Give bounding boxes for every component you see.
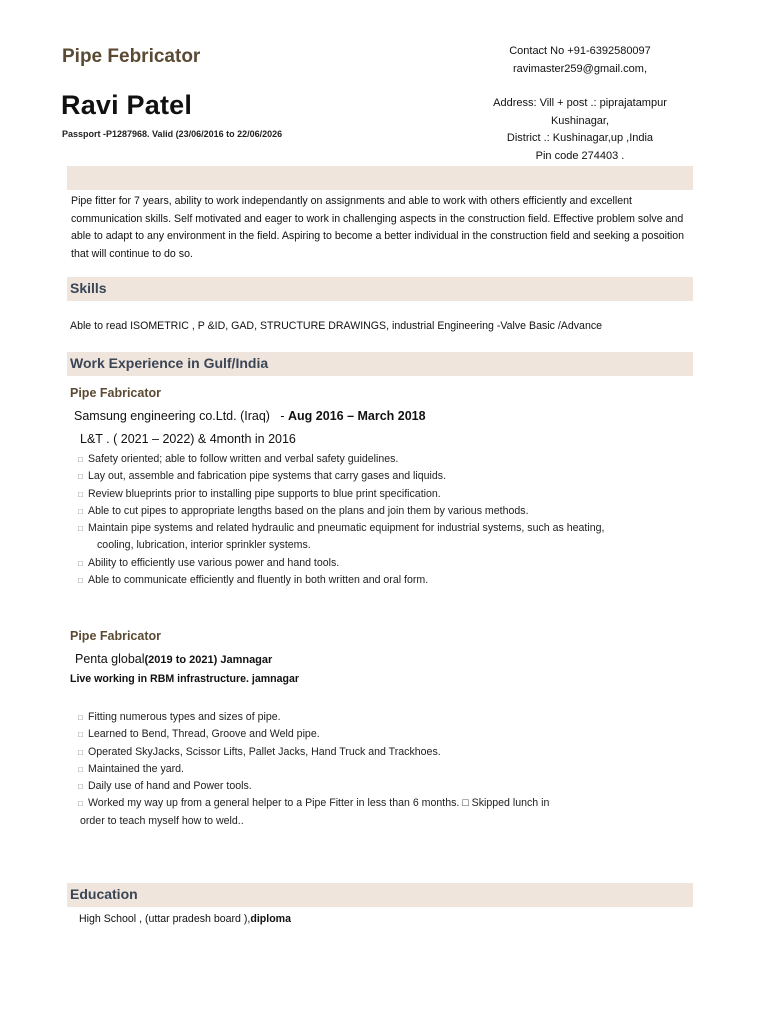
contact-email[interactable]: ravimaster259@gmail.com, bbox=[512, 62, 648, 75]
job1-employer-name: Samsung engineering co.Ltd. (Iraq) - bbox=[74, 409, 289, 423]
job2-employer bbox=[75, 652, 272, 666]
address-block bbox=[475, 95, 685, 165]
education-band bbox=[67, 883, 693, 907]
summary-text: Pipe fitter for 7 years, ability to work independantly on assignments and able to work with others efficiently and excellent communication skills. Self motivated and eager to work in challenging aspects in the construction field. Effective problem solve and able to adapt to any environment in the field. Aspiring to become a better individual in the construction field and seeking a posoition that will continue to do so. bbox=[71, 195, 685, 260]
job2-note: Live working in RBM infrastructure. jamnagar bbox=[70, 673, 299, 685]
list-item: □ Daily use of hand and Power tools. bbox=[78, 778, 678, 795]
candidate-name: Ravi Patel bbox=[61, 90, 193, 120]
skills-heading: Skills bbox=[70, 280, 107, 296]
list-item: □ Operated SkyJacks, Scissor Lifts, Pallet Jacks, Hand Truck and Trackhoes. bbox=[78, 744, 678, 761]
job1-period: Aug 2016 – March 2018 bbox=[288, 409, 426, 423]
list-item: □ Maintained the yard. bbox=[78, 761, 678, 778]
summary-band bbox=[67, 166, 693, 190]
list-item: □ Safety oriented; able to follow written and verbal safety guidelines. bbox=[78, 451, 678, 468]
list-item: □ Lay out, assemble and fabrication pipe systems that carry gases and liquids. bbox=[78, 468, 678, 485]
education-degree: diploma bbox=[250, 913, 291, 925]
list-item: □ Fitting numerous types and sizes of pipe. bbox=[78, 709, 678, 726]
contact-block bbox=[480, 43, 680, 78]
job2-title: Pipe Fabricator bbox=[70, 629, 161, 643]
list-item: □ Review blueprints prior to installing pipe supports to blue print specification. bbox=[78, 486, 678, 503]
education-text bbox=[79, 913, 291, 925]
experience-heading: Work Experience in Gulf/India bbox=[70, 355, 269, 371]
list-item: □ Learned to Bend, Thread, Groove and Weld pipe. bbox=[78, 726, 678, 743]
job2-period: (2019 to 2021) Jamnagar bbox=[144, 654, 273, 666]
education-school: High School , (uttar pradesh board ), bbox=[79, 913, 251, 925]
bullet-continuation: cooling, lubrication, interior sprinkler systems. bbox=[97, 539, 311, 552]
experience-band bbox=[67, 352, 693, 376]
list-item: □ Worked my way up from a general helper to a Pipe Fitter in less than 6 months. □ Skipped lunch in bbox=[78, 795, 678, 812]
skills-text: Able to read ISOMETRIC , P &ID, GAD, STRUCTURE DRAWINGS, industrial Engineering -Valve Basic /Advance bbox=[70, 320, 603, 332]
list-item: □ Able to cut pipes to appropriate lengths based on the plans and join them by various methods. bbox=[78, 503, 678, 520]
address-line: Pin code 274403 . bbox=[535, 149, 625, 162]
education-heading: Education bbox=[70, 886, 138, 902]
address-line: District .: Kushinagar,up ,India bbox=[506, 132, 654, 144]
skills-band bbox=[67, 277, 693, 301]
passport-info: Passport -P1287968. Valid (23/06/2016 to 22/06/2026 bbox=[62, 129, 283, 139]
job-title: Pipe Febricator bbox=[62, 46, 201, 67]
job1-employer bbox=[74, 409, 426, 423]
list-item: □ Able to communicate efficiently and fluently in both written and oral form. bbox=[78, 572, 678, 589]
job1-employer2: L&T . ( 2021 – 2022) & 4month in 2016 bbox=[80, 432, 296, 446]
job1-title: Pipe Fabricator bbox=[70, 386, 161, 400]
list-item: □ Ability to efficiently use various power and hand tools. bbox=[78, 555, 678, 572]
address-line: Kushinagar, bbox=[550, 114, 610, 127]
job1-bullets bbox=[78, 451, 678, 589]
job2-bullets bbox=[78, 709, 678, 813]
bullet-text: Maintain pipe systems and related hydraulic and pneumatic equipment for industrial systems, such as heating, bbox=[88, 522, 605, 535]
contact-phone: Contact No +91-6392580097 bbox=[509, 45, 651, 57]
job2-employer-name: Penta global bbox=[75, 652, 145, 666]
bullet-continuation: order to teach myself how to weld.. bbox=[80, 815, 244, 827]
address-line: Address: Vill + post .: piprajatampur bbox=[493, 97, 667, 109]
list-item bbox=[78, 520, 678, 555]
